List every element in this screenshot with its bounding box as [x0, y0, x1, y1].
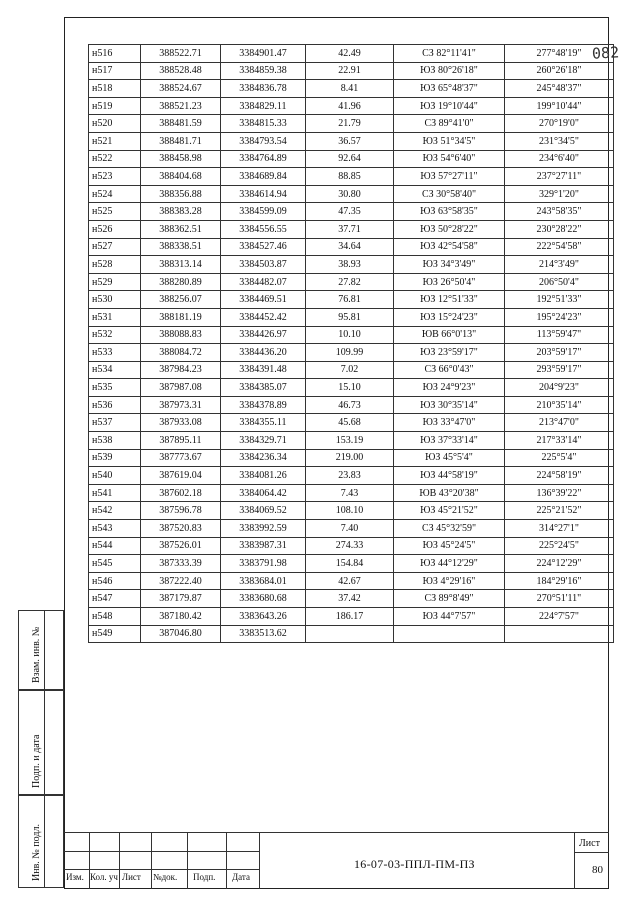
table-row	[89, 344, 614, 362]
table-cell: 108.10	[306, 502, 394, 520]
table-cell: н545	[89, 555, 141, 573]
table-row	[89, 168, 614, 186]
table-cell: ЮЗ 45°24'5"	[394, 537, 505, 555]
table-cell: 388521.23	[141, 97, 221, 115]
table-cell: 206°50'4"	[505, 273, 614, 291]
table-cell: ЮЗ 30°35'14"	[394, 396, 505, 414]
table-cell: ЮЗ 45°21'52"	[394, 502, 505, 520]
table-cell: 34.64	[306, 238, 394, 256]
stamp-label-vzam: Взам. инв. №	[31, 626, 42, 683]
table-cell: н527	[89, 238, 141, 256]
table-row	[89, 291, 614, 309]
table-row	[89, 537, 614, 555]
table-row	[89, 625, 614, 643]
table-cell: 387046.80	[141, 625, 221, 643]
table-cell: 3384081.26	[221, 467, 306, 485]
table-cell: 219.00	[306, 449, 394, 467]
table-cell: ЮЗ 12°51'33"	[394, 291, 505, 309]
table-cell: 37.42	[306, 590, 394, 608]
table-cell: н543	[89, 520, 141, 538]
table-cell: СЗ 82°11'41"	[394, 45, 505, 63]
table-cell: 195°24'23"	[505, 308, 614, 326]
table-cell: 113°59'47"	[505, 326, 614, 344]
table-cell: ЮЗ 42°54'58"	[394, 238, 505, 256]
table-cell: н522	[89, 150, 141, 168]
table-row	[89, 132, 614, 150]
table-cell: н529	[89, 273, 141, 291]
table-cell: 3384503.87	[221, 256, 306, 274]
table-cell: 37.71	[306, 220, 394, 238]
table-cell: 3384436.20	[221, 344, 306, 362]
table-cell: 388383.28	[141, 203, 221, 221]
table-cell: ЮЗ 44°7'57"	[394, 608, 505, 626]
table-cell: н519	[89, 97, 141, 115]
table-cell: 225°5'4"	[505, 449, 614, 467]
table-cell: СЗ 45°32'59"	[394, 520, 505, 538]
table-cell: 76.81	[306, 291, 394, 309]
table-cell: 3383791.98	[221, 555, 306, 573]
table-cell: 387520.83	[141, 520, 221, 538]
table-cell: 3384452.42	[221, 308, 306, 326]
table-cell: 186.17	[306, 608, 394, 626]
table-cell: н541	[89, 484, 141, 502]
table-cell: 225°21'52"	[505, 502, 614, 520]
table-cell: 7.02	[306, 361, 394, 379]
table-cell: 3384482.07	[221, 273, 306, 291]
table-cell: 3384599.09	[221, 203, 306, 221]
table-row	[89, 62, 614, 80]
table-cell: н524	[89, 185, 141, 203]
table-cell: 154.84	[306, 555, 394, 573]
table-cell: 46.73	[306, 396, 394, 414]
table-cell: н530	[89, 291, 141, 309]
table-cell: 387180.42	[141, 608, 221, 626]
tb-label-ndok: №док.	[153, 872, 178, 882]
table-cell: ЮЗ 19°10'44"	[394, 97, 505, 115]
table-cell: 387895.11	[141, 432, 221, 450]
table-cell: 293°59'17"	[505, 361, 614, 379]
table-cell: 3384378.89	[221, 396, 306, 414]
table-cell: 388458.98	[141, 150, 221, 168]
table-cell: н542	[89, 502, 141, 520]
table-cell: 260°26'18"	[505, 62, 614, 80]
table-row	[89, 484, 614, 502]
table-row	[89, 572, 614, 590]
table-cell: н521	[89, 132, 141, 150]
table-cell: 88.85	[306, 168, 394, 186]
tb-label-data: Дата	[232, 872, 250, 882]
table-cell: 23.83	[306, 467, 394, 485]
table-cell: н518	[89, 80, 141, 98]
table-cell: 15.10	[306, 379, 394, 397]
tb-label-izm: Изм.	[66, 872, 84, 882]
table-cell: 388524.67	[141, 80, 221, 98]
table-cell: 388256.07	[141, 291, 221, 309]
table-cell: 277°48'19"	[505, 45, 614, 63]
table-cell: 3384764.89	[221, 150, 306, 168]
table-cell: 95.81	[306, 308, 394, 326]
table-cell: 47.35	[306, 203, 394, 221]
table-cell: 388313.14	[141, 256, 221, 274]
table-cell: 231°34'5"	[505, 132, 614, 150]
table-cell: 21.79	[306, 115, 394, 133]
stamp-cell-vzam	[18, 610, 64, 690]
table-cell	[505, 625, 614, 643]
table-cell: 234°6'40"	[505, 150, 614, 168]
table-cell: СЗ 66°0'43"	[394, 361, 505, 379]
table-cell	[394, 625, 505, 643]
left-margin-stamp	[18, 610, 64, 888]
table-cell: н533	[89, 344, 141, 362]
table-cell: 387933.08	[141, 414, 221, 432]
table-cell: 243°58'35"	[505, 203, 614, 221]
tb-label-podp: Подп.	[193, 872, 216, 882]
table-cell: 10.10	[306, 326, 394, 344]
table-row	[89, 396, 614, 414]
table-row	[89, 555, 614, 573]
coordinates-table	[88, 44, 614, 643]
table-cell: н520	[89, 115, 141, 133]
table-cell: ЮЗ 63°58'35"	[394, 203, 505, 221]
table-cell: 153.19	[306, 432, 394, 450]
table-cell: ЮЗ 24°9'23"	[394, 379, 505, 397]
table-cell: ЮЗ 65°48'37"	[394, 80, 505, 98]
table-cell: 3384426.97	[221, 326, 306, 344]
table-cell: ЮЗ 50°28'22"	[394, 220, 505, 238]
table-cell: ЮЗ 26°50'4"	[394, 273, 505, 291]
table-cell: 41.96	[306, 97, 394, 115]
table-cell: 388280.89	[141, 273, 221, 291]
table-cell: 387619.04	[141, 467, 221, 485]
table-cell: 387222.40	[141, 572, 221, 590]
table-cell: 22.91	[306, 62, 394, 80]
table-cell: н537	[89, 414, 141, 432]
table-cell: 136°39'22"	[505, 484, 614, 502]
table-cell: 214°3'49"	[505, 256, 614, 274]
table-cell: 30.80	[306, 185, 394, 203]
table-cell: ЮЗ 44°12'29"	[394, 555, 505, 573]
table-cell: 314°27'1"	[505, 520, 614, 538]
table-cell: 3384236.34	[221, 449, 306, 467]
table-cell: 27.82	[306, 273, 394, 291]
table-cell: ЮВ 66°0'13"	[394, 326, 505, 344]
tb-label-list: Лист	[122, 872, 141, 882]
table-cell: 388088.83	[141, 326, 221, 344]
table-cell: 3383992.59	[221, 520, 306, 538]
table-cell: 387596.78	[141, 502, 221, 520]
table-cell: 109.99	[306, 344, 394, 362]
table-cell: н536	[89, 396, 141, 414]
stamp-cell-podp	[18, 690, 64, 795]
table-cell: 3383680.68	[221, 590, 306, 608]
table-cell: 388181.19	[141, 308, 221, 326]
table-cell: 3383643.26	[221, 608, 306, 626]
table-cell: ЮЗ 57°27'11"	[394, 168, 505, 186]
table-cell: 3384901.47	[221, 45, 306, 63]
table-cell: 387987.08	[141, 379, 221, 397]
table-cell: 224°58'19"	[505, 467, 614, 485]
page-marker: 082	[591, 43, 620, 63]
table-cell: 3384859.38	[221, 62, 306, 80]
table-cell: 388528.48	[141, 62, 221, 80]
table-cell: 270°19'0"	[505, 115, 614, 133]
table-cell: н547	[89, 590, 141, 608]
table-row	[89, 273, 614, 291]
table-cell: 42.67	[306, 572, 394, 590]
table-cell: 387984.23	[141, 361, 221, 379]
table-row	[89, 379, 614, 397]
table-cell: СЗ 89°8'49"	[394, 590, 505, 608]
table-cell: 3384556.55	[221, 220, 306, 238]
table-cell: н544	[89, 537, 141, 555]
table-cell: 388338.51	[141, 238, 221, 256]
table-cell	[306, 625, 394, 643]
table-cell: 3384829.11	[221, 97, 306, 115]
table-row	[89, 256, 614, 274]
table-cell: 45.68	[306, 414, 394, 432]
table-cell: 3384329.71	[221, 432, 306, 450]
table-cell: н539	[89, 449, 141, 467]
table-cell: 388481.59	[141, 115, 221, 133]
table-cell: 192°51'33"	[505, 291, 614, 309]
table-cell: 203°59'17"	[505, 344, 614, 362]
table-row	[89, 150, 614, 168]
table-cell: 3384689.84	[221, 168, 306, 186]
table-cell: 3384815.33	[221, 115, 306, 133]
table-cell: 270°51'11"	[505, 590, 614, 608]
table-cell: 217°33'14"	[505, 432, 614, 450]
table-cell: ЮЗ 34°3'49"	[394, 256, 505, 274]
table-cell: ЮЗ 33°47'0"	[394, 414, 505, 432]
table-cell: 388481.71	[141, 132, 221, 150]
table-cell: н526	[89, 220, 141, 238]
sheet-label: Лист	[579, 838, 600, 849]
table-row	[89, 467, 614, 485]
sheet-number: 80	[592, 864, 603, 876]
table-cell: 388522.71	[141, 45, 221, 63]
tb-label-kol: Кол. уч	[90, 872, 118, 882]
table-cell: 387773.67	[141, 449, 221, 467]
table-row	[89, 361, 614, 379]
table-cell: 3384836.78	[221, 80, 306, 98]
table-row	[89, 97, 614, 115]
table-cell: ЮЗ 54°6'40"	[394, 150, 505, 168]
table-cell: н549	[89, 625, 141, 643]
table-cell: 3384064.42	[221, 484, 306, 502]
table-cell: н531	[89, 308, 141, 326]
stamp-label-inv: Инв. № подл.	[31, 824, 42, 881]
table-cell: 3383513.62	[221, 625, 306, 643]
table-cell: н546	[89, 572, 141, 590]
table-row	[89, 520, 614, 538]
table-row	[89, 185, 614, 203]
table-cell: 184°29'16"	[505, 572, 614, 590]
table-cell: 213°47'0"	[505, 414, 614, 432]
table-cell: н548	[89, 608, 141, 626]
table-cell: 387602.18	[141, 484, 221, 502]
table-cell: н540	[89, 467, 141, 485]
table-cell: 245°48'37"	[505, 80, 614, 98]
table-cell: 388084.72	[141, 344, 221, 362]
table-cell: ЮЗ 4°29'16"	[394, 572, 505, 590]
table-cell: ЮЗ 15°24'23"	[394, 308, 505, 326]
table-row	[89, 80, 614, 98]
table-cell: ЮЗ 44°58'19"	[394, 467, 505, 485]
table-cell: 387526.01	[141, 537, 221, 555]
table-cell: ЮЗ 23°59'17"	[394, 344, 505, 362]
table-cell: 387973.31	[141, 396, 221, 414]
table-cell: 387333.39	[141, 555, 221, 573]
table-cell: 224°12'29"	[505, 555, 614, 573]
table-row	[89, 326, 614, 344]
table-cell: 38.93	[306, 256, 394, 274]
table-cell: н538	[89, 432, 141, 450]
table-row	[89, 238, 614, 256]
table-cell: 230°28'22"	[505, 220, 614, 238]
table-cell: 222°54'58"	[505, 238, 614, 256]
table-cell: ЮЗ 51°34'5"	[394, 132, 505, 150]
table-row	[89, 590, 614, 608]
stamp-cell-inv	[18, 795, 64, 888]
table-cell: ЮЗ 37°33'14"	[394, 432, 505, 450]
table-cell: 3383684.01	[221, 572, 306, 590]
table-cell: 42.49	[306, 45, 394, 63]
table-cell: 210°35'14"	[505, 396, 614, 414]
table-cell: 387179.87	[141, 590, 221, 608]
table-row	[89, 608, 614, 626]
table-row	[89, 115, 614, 133]
table-cell: 329°1'20"	[505, 185, 614, 203]
table-cell: 274.33	[306, 537, 394, 555]
table-cell: ЮЗ 45°5'4"	[394, 449, 505, 467]
table-cell: 7.40	[306, 520, 394, 538]
table-row	[89, 414, 614, 432]
table-cell: СЗ 30°58'40"	[394, 185, 505, 203]
table-cell: 3384793.54	[221, 132, 306, 150]
table-cell: 92.64	[306, 150, 394, 168]
table-cell: 3384069.52	[221, 502, 306, 520]
table-cell: 36.57	[306, 132, 394, 150]
table-row	[89, 432, 614, 450]
table-cell: 3384527.46	[221, 238, 306, 256]
stamp-label-podp: Подп. и дата	[31, 734, 42, 788]
table-cell: 8.41	[306, 80, 394, 98]
table-row	[89, 502, 614, 520]
table-cell: н534	[89, 361, 141, 379]
table-cell: 3383987.31	[221, 537, 306, 555]
table-cell: 204°9'23"	[505, 379, 614, 397]
table-row	[89, 308, 614, 326]
table-cell: 7.43	[306, 484, 394, 502]
table-cell: н525	[89, 203, 141, 221]
table-cell: н535	[89, 379, 141, 397]
table-cell: 224°7'57"	[505, 608, 614, 626]
table-cell: 3384391.48	[221, 361, 306, 379]
table-cell: 388356.88	[141, 185, 221, 203]
table-cell: 237°27'11"	[505, 168, 614, 186]
table-cell: ЮВ 43°20'38"	[394, 484, 505, 502]
table-cell: 3384469.51	[221, 291, 306, 309]
table-cell: 225°24'5"	[505, 537, 614, 555]
table-cell: 3384385.07	[221, 379, 306, 397]
table-cell: н523	[89, 168, 141, 186]
table-row	[89, 449, 614, 467]
table-row	[89, 203, 614, 221]
table-cell: СЗ 89°41'0"	[394, 115, 505, 133]
table-row	[89, 45, 614, 63]
table-cell: 199°10'44"	[505, 97, 614, 115]
table-cell: н528	[89, 256, 141, 274]
document-code: 16-07-03-ППЛ-ПМ-ПЗ	[354, 857, 475, 871]
title-block	[64, 832, 609, 889]
table-cell: 3384614.94	[221, 185, 306, 203]
table-cell: ЮЗ 80°26'18"	[394, 62, 505, 80]
table-cell: н516	[89, 45, 141, 63]
table-row	[89, 220, 614, 238]
table-cell: н532	[89, 326, 141, 344]
table-cell: н517	[89, 62, 141, 80]
table-cell: 388362.51	[141, 220, 221, 238]
table-cell: 388404.68	[141, 168, 221, 186]
table-cell: 3384355.11	[221, 414, 306, 432]
